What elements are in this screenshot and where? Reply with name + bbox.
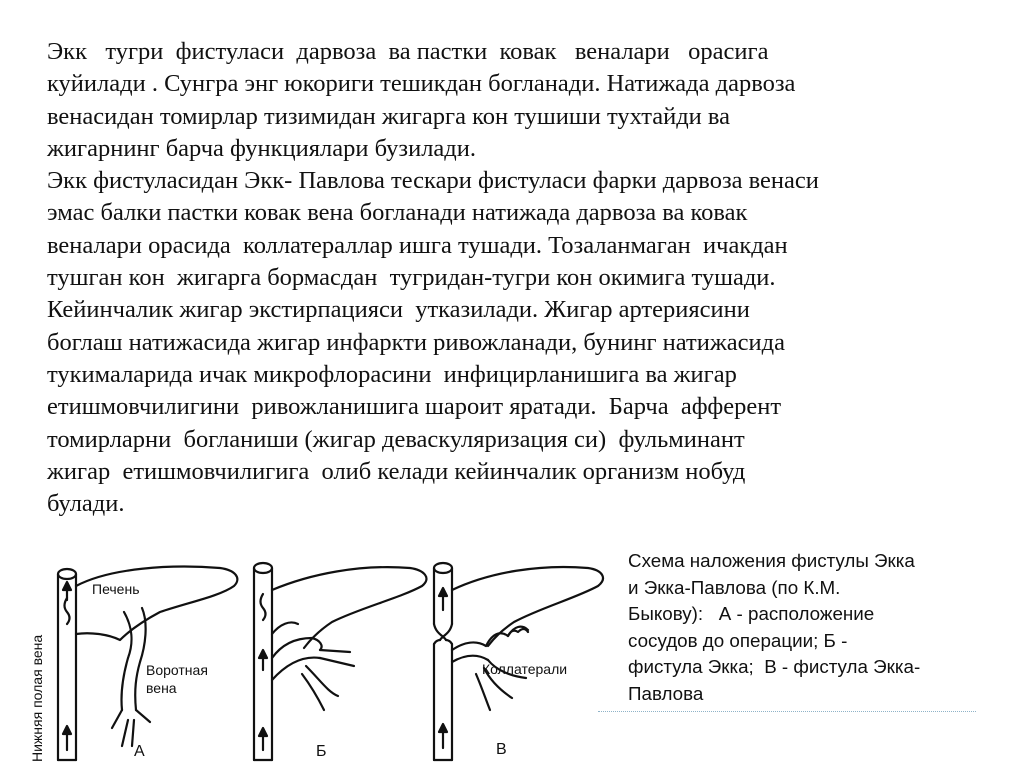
body-line: Экк фистуласидан Экк- Павлова тескари фистуласи фарки дарвоза венаси — [47, 167, 819, 195]
portal-vein-label-2: вена — [146, 680, 177, 696]
panel-a-label: А — [134, 743, 145, 760]
body-line: куйилади . Сунгра энг юкориги тешикдан богланади. Натижада дарвоза — [47, 70, 796, 98]
collaterals-label: Коллатерали — [482, 661, 568, 677]
body-text — [47, 36, 987, 520]
body-line: томирларни богланиши (жигар деваскуляризация си) фульминант — [47, 425, 745, 453]
caption-line: и Экка-Павлова (по К.М. — [628, 576, 841, 598]
body-line: тукималарида ичак микрофлорасини инфицирланишига ва жигар — [47, 360, 737, 388]
liver-label: Печень — [92, 581, 140, 597]
figure-caption — [628, 548, 988, 707]
caption-line: сосудов до операции; Б - — [628, 629, 848, 651]
body-line: етишмовчилигини ривожланишига шароит яратади. Барча афферент — [47, 393, 782, 421]
portal-vein-label-1: Воротная — [146, 662, 208, 678]
body-line: венасидан томирлар тизимидан жигарга кон тушиши тухтайди ва — [47, 102, 731, 130]
body-line: тушган кон жигарга бормасдан тугридан-тугри кон окимига тушади. — [47, 264, 776, 292]
body-line: Кейинчалик жигар экстирпацияси утказилади. Жигар артериясини — [47, 296, 750, 324]
panel-c-label: В — [496, 741, 507, 758]
body-line: веналари орасида коллатераллар ишга тушади. Тозаланмаган ичакдан — [47, 231, 788, 259]
body-line: жигарнинг барча функциялари бузилади. — [47, 134, 477, 162]
caption-divider — [598, 711, 976, 712]
caption-line: Павлова — [628, 682, 704, 704]
body-line: жигар етишмовчилигига олиб келади кейинчалик организм нобуд — [47, 457, 746, 485]
caption-line: Схема наложения фистулы Экка — [628, 550, 915, 571]
fistula-diagram — [20, 550, 605, 767]
panel-b-label: Б — [316, 743, 327, 760]
caption-line: Быкову): А - расположение — [628, 603, 875, 624]
body-line: эмас балки пастки ковак вена богланади натижада дарвоза ва ковак — [47, 199, 748, 227]
vena-cava-label: Нижняя полая вена — [29, 634, 45, 762]
caption-line: фистула Экка; В - фистула Экка- — [628, 656, 921, 677]
panel-b-drawing — [254, 563, 426, 760]
body-line: Экк тугри фистуласи дарвоза ва пастки ковак веналари орасига — [47, 38, 769, 65]
body-line: боглаш натижасида жигар инфаркти ривожланади, бунинг натижасида — [47, 328, 785, 356]
body-line: булади. — [47, 490, 125, 518]
